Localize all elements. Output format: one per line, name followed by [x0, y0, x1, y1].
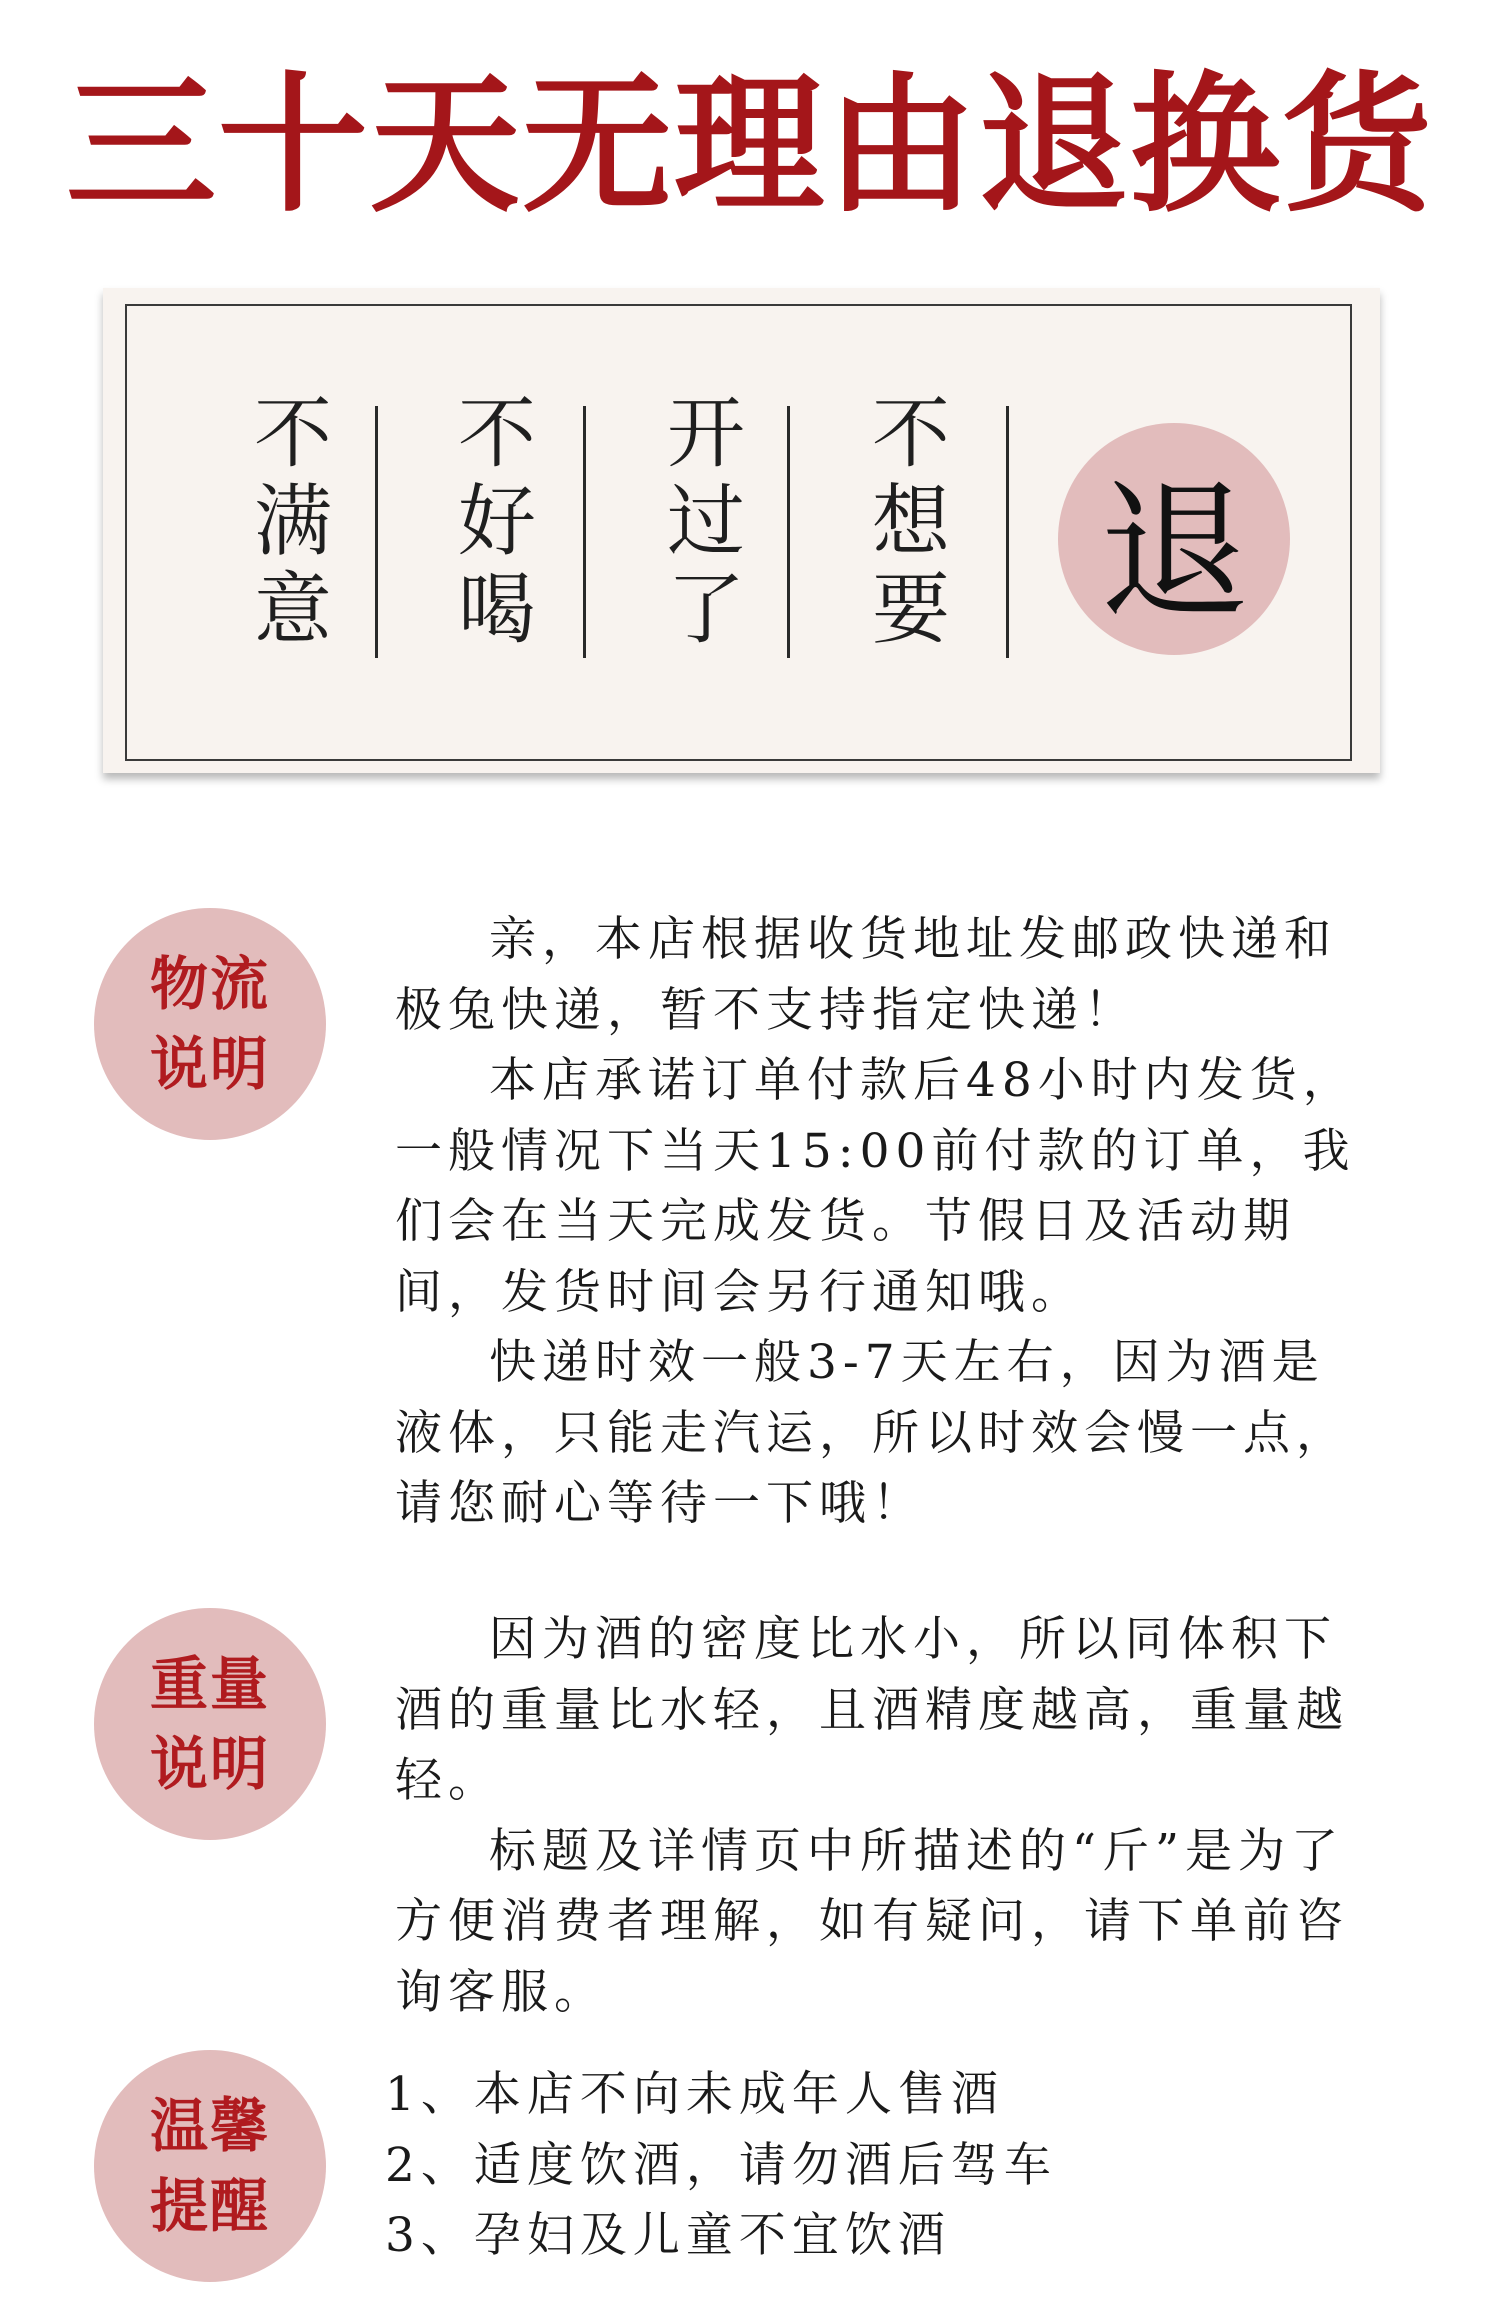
reason-char: 过: [666, 477, 745, 567]
list-item: 2、适度饮酒，请勿酒后驾车: [385, 2137, 1057, 2193]
reason-char: 不: [253, 389, 332, 479]
page-title: 三十天无理由退换货: [65, 57, 1434, 233]
badge-label: 提醒: [149, 2172, 270, 2240]
reason-dissatisfied: [243, 390, 343, 654]
reason-char: 要: [871, 565, 950, 655]
badge-label: 说明: [149, 1730, 270, 1798]
badge-label: 温馨: [149, 2092, 270, 2160]
badge-label: 说明: [149, 1030, 270, 1098]
badge-label: 重量: [149, 1650, 270, 1718]
divider: [1006, 406, 1009, 658]
reason-unwanted: [861, 390, 961, 654]
paragraph: 快递时效一般3-7天左右，因为酒是液体，只能走汽运，所以时效会慢一点，请您耐心等待一下哦！: [395, 1335, 1349, 1531]
reason-char: 开: [666, 389, 745, 479]
paragraph: 因为酒的密度比水小，所以同体积下酒的重量比水轻，且酒精度越高，重量越轻。: [395, 1612, 1349, 1808]
paragraph: 标题及详情页中所描述的“斤”是为了方便消费者理解，如有疑问，请下单前咨询客服。: [395, 1823, 1349, 2020]
return-reasons-card: [103, 288, 1380, 773]
divider: [583, 406, 586, 658]
reason-char: 喝: [457, 565, 536, 655]
reason-opened: [656, 390, 756, 654]
reason-bad-taste: [447, 390, 547, 654]
tips-badge: [94, 2050, 326, 2282]
divider: [375, 406, 378, 658]
weight-badge: [94, 1608, 326, 1840]
list-item: 1、本店不向未成年人售酒: [385, 2067, 1004, 2122]
paragraph: 亲，本店根据收货地址发邮政快递和极兔快递，暂不支持指定快递！: [395, 912, 1337, 1038]
paragraph: 本店承诺订单付款后48小时内发货，一般情况下当天15:00前付款的订单，我们会在当天完成发货。节假日及活动期间，发货时间会另行通知哦。: [395, 1053, 1356, 1320]
reason-char: 意: [253, 565, 332, 655]
reason-char: 想: [871, 477, 950, 567]
reason-char: 满: [253, 477, 332, 567]
return-badge: 退: [1058, 423, 1290, 655]
weight-text: [395, 1605, 1360, 2028]
tips-list: [385, 2060, 1350, 2272]
reason-char: 了: [666, 565, 745, 655]
reason-char: 不: [457, 389, 536, 479]
logistics-badge: [94, 908, 326, 1140]
reason-char: 不: [871, 389, 950, 479]
reason-char: 好: [457, 477, 536, 567]
badge-label: 物流: [149, 950, 270, 1018]
list-item: 3、孕妇及儿童不宜饮酒: [385, 2208, 951, 2263]
divider: [787, 406, 790, 658]
logistics-text: [395, 905, 1360, 1540]
